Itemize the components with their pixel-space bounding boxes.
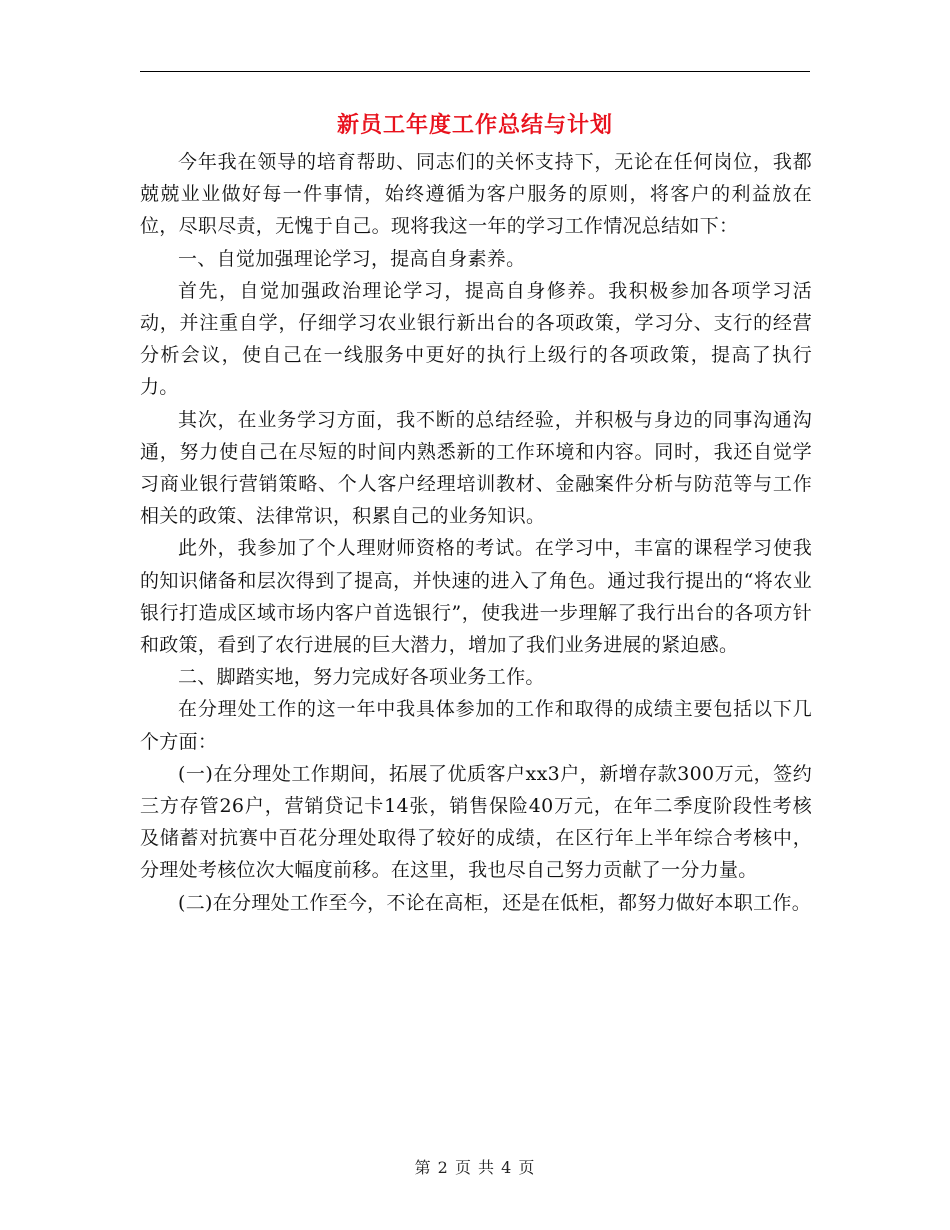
section-heading-1: 一、自觉加强理论学习，提高自身素养。 xyxy=(178,247,526,270)
paragraph-second: 其次，在业务学习方面，我不断的总结经验，并积极与身边的同事沟通沟通，努力使自己在尽短的时间内熟悉新的工作环境和内容。同时，我还自觉学习商业银行营销策略、个人客户经理培训教材、金融案件分析与防范等与工作相关的政策、法律常识，积累自己的业务知识。 xyxy=(140,408,812,528)
paragraph-work-overview: 在分理处工作的这一年中我具体参加的工作和取得的成绩主要包括以下几个方面： xyxy=(140,698,812,753)
paragraph-item-2: (二)在分理处工作至今，不论在高柜，还是在低柜，都努力做好本职工作。 xyxy=(178,891,812,914)
page-number-footer: 第 2 页 共 4 页 xyxy=(414,1158,536,1177)
paragraph-item-1: (一)在分理处工作期间，拓展了优质客户xx3户，新增存款300万元，签约三方存管26户，营销贷记卡14张，销售保险40万元，在年二季度阶段性考核及储蓄对抗赛中百花分理处取得了较好的成绩，在区行年上半年综合考核中，分理处考核位次大幅度前移。在这里，我也尽自己努力贡献了一分力量。 xyxy=(140,762,812,882)
paragraph-first: 首先，自觉加强政治理论学习，提高自身修养。我积极参加各项学习活动，并注重自学，仔细学习农业银行新出台的各项政策，学习分、支行的经营分析会议，使自己在一线服务中更好的执行上级行的各项政策，提高了执行力。 xyxy=(140,279,812,399)
paragraph-intro: 今年我在领导的培育帮助、同志们的关怀支持下，无论在任何岗位，我都兢兢业业做好每一件事情，始终遵循为客户服务的原则，将客户的利益放在位，尽职尽责，无愧于自己。现将我这一年的学习工作情况总结如下： xyxy=(140,151,812,238)
document-body xyxy=(140,146,812,919)
paragraph-additionally: 此外，我参加了个人理财师资格的考试。在学习中，丰富的课程学习使我的知识储备和层次得到了提高，并快速的进入了角色。通过我行提出的“将农业银行打造成区域市场内客户首选银行”，使我进一步理解了我行出台的各项方针和政策，看到了农行进展的巨大潜力，增加了我们业务进展的紧迫感。 xyxy=(140,537,812,657)
section-heading-2: 二、脚踏实地，努力完成好各项业务工作。 xyxy=(178,666,545,689)
header-rule xyxy=(140,71,810,72)
document-title: 新员工年度工作总结与计划 xyxy=(336,112,613,138)
